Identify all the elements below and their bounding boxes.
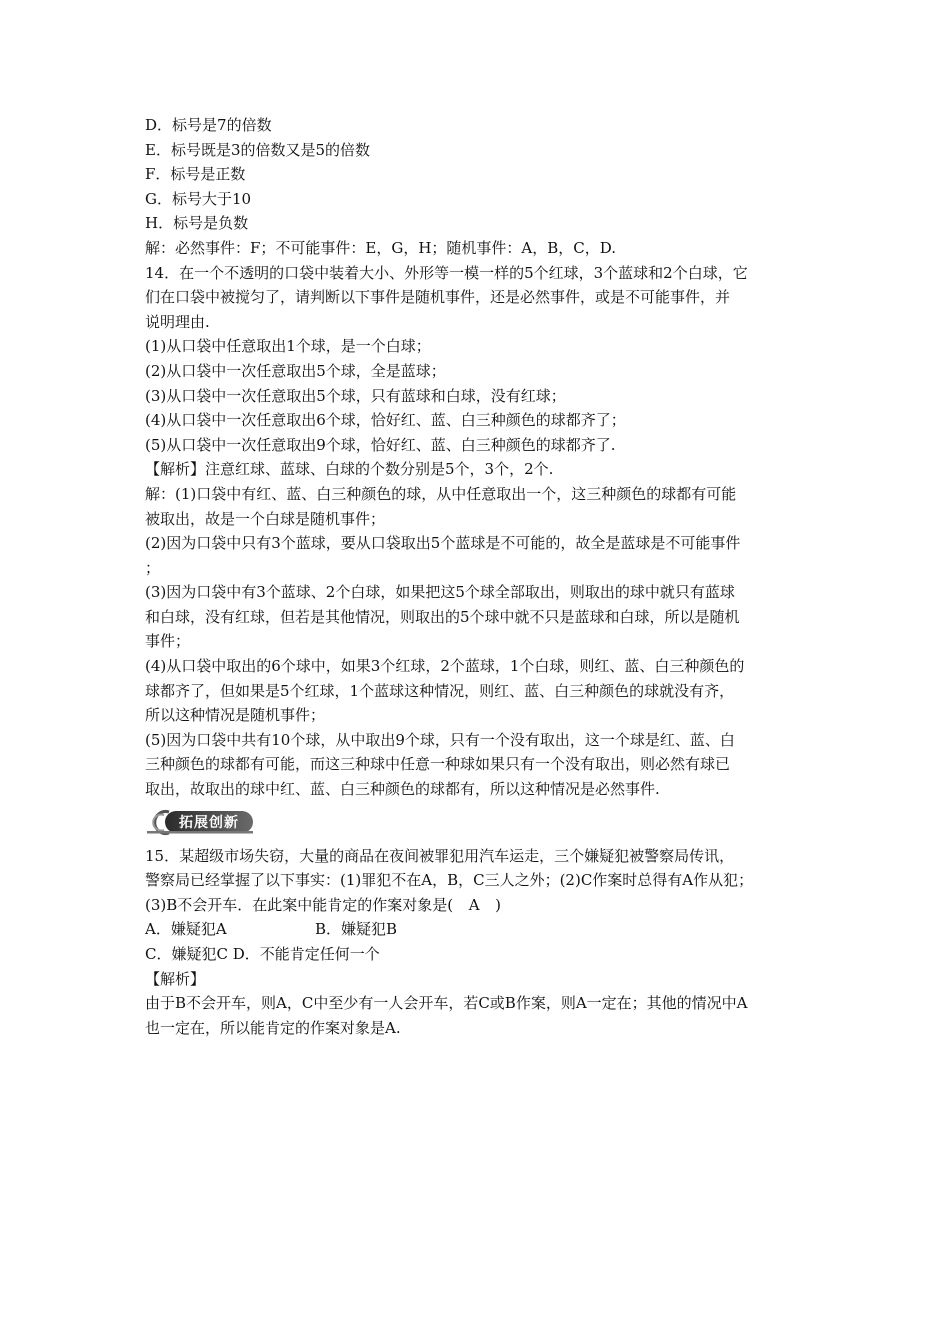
q15-stem-last: (3)B不会开车．在此案中能肯定的作案对象是( [145,895,454,914]
q14-solution-line: ； [145,558,161,577]
q14-solution-line: (2)因为口袋中只有3个蓝球，要从口袋取出5个蓝球是不可能的，故全是蓝球是不可能事件 [145,534,741,553]
document-page [145,113,810,1040]
q15-stem-line: 警察局已经掌握了以下事实：(1)罪犯不在A，B，C三人之外；(2)C作案时总得有A作从犯； [145,871,754,890]
option-g: G．标号大于10 [145,189,252,208]
q15-options-ab [145,917,810,942]
q14-item-1: (1)从口袋中任意取出1个球，是一个白球； [145,337,431,356]
q15-close-paren: ) [495,895,501,914]
q14-solution-line: 被取出，故是一个白球是随机事件； [145,509,386,528]
q14-stem-line: 14．在一个不透明的口袋中装着大小、外形等一模一样的5个红球，3个蓝球和2个白球，它 [145,263,748,282]
q14-solution-line: 和白球，没有红球，但若是其他情况，则取出的5个球中就不只是蓝球和白球，所以是随机 [145,607,740,626]
q15-stem-line-with-answer [145,893,810,918]
question-15 [145,844,810,1041]
q15-option-b: B．嫌疑犯B [315,920,398,939]
section-header-extension [143,804,810,844]
q14-item-2: (2)从口袋中一次任意取出5个球，全是蓝球； [145,361,446,380]
option-e: E．标号既是3的倍数又是5的倍数 [145,140,371,159]
question-14 [145,261,810,802]
q15-answer: A [468,895,480,914]
q14-item-4: (4)从口袋中一次任意取出6个球，恰好红、蓝、白三种颜色的球都齐了； [145,411,626,430]
q14-solution-line: 三种颜色的球都有可能，而这三种球中任意一种球如果只有一个没有取出，则必然有球已 [145,755,731,774]
q14-item-5: (5)从口袋中一次任意取出9个球，恰好红、蓝、白三种颜色的球都齐了. [145,435,616,454]
q15-stem-line: 15．某超级市场失窃，大量的商品在夜间被罪犯用汽车运走，三个嫌疑犯被警察局传讯， [145,846,735,865]
q14-solution-line: 事件； [145,632,191,651]
q15-analysis-line: 也一定在，所以能肯定的作案对象是A. [145,1018,401,1037]
q14-stem-line: 说明理由. [145,312,210,331]
q14-analysis: 【解析】注意红球、蓝球、白球的个数分别是5个，3个，2个. [145,460,554,479]
question-13-options [145,113,810,261]
q14-solution-line: 所以这种情况是随机事件； [145,706,326,725]
q14-solution-line: 取出，故取出的球中红、蓝、白三种颜色的球都有，所以这种情况是必然事件. [145,780,660,799]
q14-solution-line: (3)因为口袋中有3个蓝球、2个白球，如果把这5个球全部取出，则取出的球中就只有蓝球 [145,583,735,602]
answer-13: 解：必然事件：F；不可能事件：E，G，H；随机事件：A，B，C，D. [145,238,617,257]
q15-options-cd: C．嫌疑犯C D．不能肯定任何一个 [145,945,380,963]
q14-item-3: (3)从口袋中一次任意取出5个球，只有蓝球和白球，没有红球； [145,386,566,405]
q14-solution-line: (4)从口袋中取出的6个球中，如果3个红球，2个蓝球，1个白球，则红、蓝、白三种颜色的 [145,657,745,676]
q14-solution-line: 解：(1)口袋中有红、蓝、白三种颜色的球，从中任意取出一个，这三种颜色的球都有可能 [145,484,737,503]
q14-solution-line: (5)因为口袋中共有10个球，从中取出9个球，只有一个没有取出，这一个球是红、蓝、白 [145,730,735,749]
q15-analysis-label: 【解析】 [145,969,206,988]
option-f: F．标号是正数 [145,165,246,184]
option-d: D．标号是7的倍数 [145,116,272,134]
q14-solution-line: 球都齐了，但如果是5个红球，1个蓝球这种情况，则红、蓝、白三种颜色的球就没有齐， [145,681,735,700]
option-h: H．标号是负数 [145,214,249,233]
q14-stem-line: 们在口袋中被搅匀了，请判断以下事件是随机事件，还是必然事件，或是不可能事件，并 [145,288,731,307]
q15-analysis-line: 由于B不会开车，则A，C中至少有一人会开车，若C或B作案，则A一定在；其他的情况中A [145,994,748,1013]
section-title: 拓展创新 [179,814,239,831]
q15-option-a: A．嫌疑犯A [145,920,227,939]
